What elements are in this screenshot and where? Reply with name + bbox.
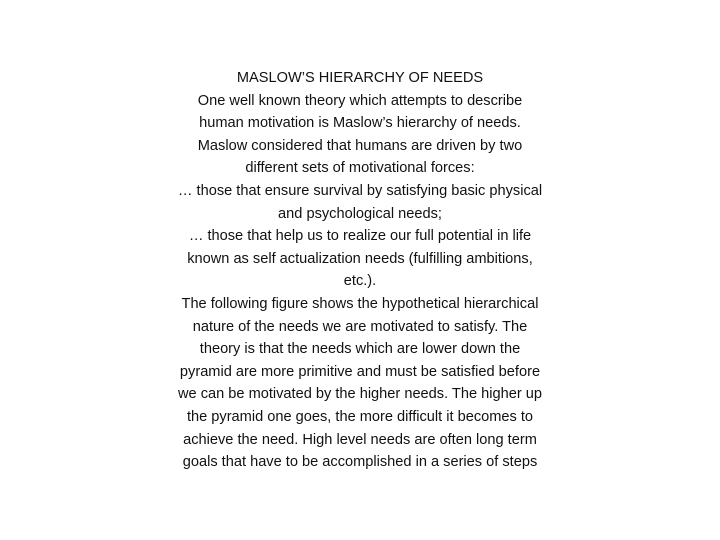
text-line: nature of the needs we are motivated to satisfy. The — [192, 318, 528, 335]
text-line: theory is that the needs which are lower down the — [199, 341, 521, 358]
text-line: achieve the need. High level needs are often long term — [183, 431, 537, 448]
text-line: Maslow considered that humans are driven by two — [197, 137, 523, 154]
document-title: MASLOW’S HIERARCHY OF NEEDS — [236, 70, 484, 86]
text-line: we can be motivated by the higher needs. The higher up — [177, 386, 542, 403]
text-line: the pyramid one goes, the more difficult it becomes to — [186, 408, 534, 425]
text-line: One well known theory which attempts to describe — [197, 92, 523, 109]
text-line: human motivation is Maslow’s hierarchy of needs. — [199, 115, 521, 132]
text-line: … those that ensure survival by satisfying basic physical — [177, 182, 543, 199]
text-line: pyramid are more primitive and must be satisfied before — [179, 363, 541, 380]
body-text — [140, 67, 580, 474]
text-line: and psychological needs; — [278, 205, 442, 222]
text-line: The following figure shows the hypothetical hierarchical — [181, 295, 539, 312]
text-line: different sets of motivational forces: — [245, 160, 475, 177]
text-line: goals that have to be accomplished in a series of steps — [182, 454, 538, 471]
text-line: known as self actualization needs (fulfilling ambitions, — [187, 250, 533, 267]
text-line: … those that help us to realize our full potential in life — [188, 228, 532, 245]
text-line: etc.). — [343, 273, 377, 290]
